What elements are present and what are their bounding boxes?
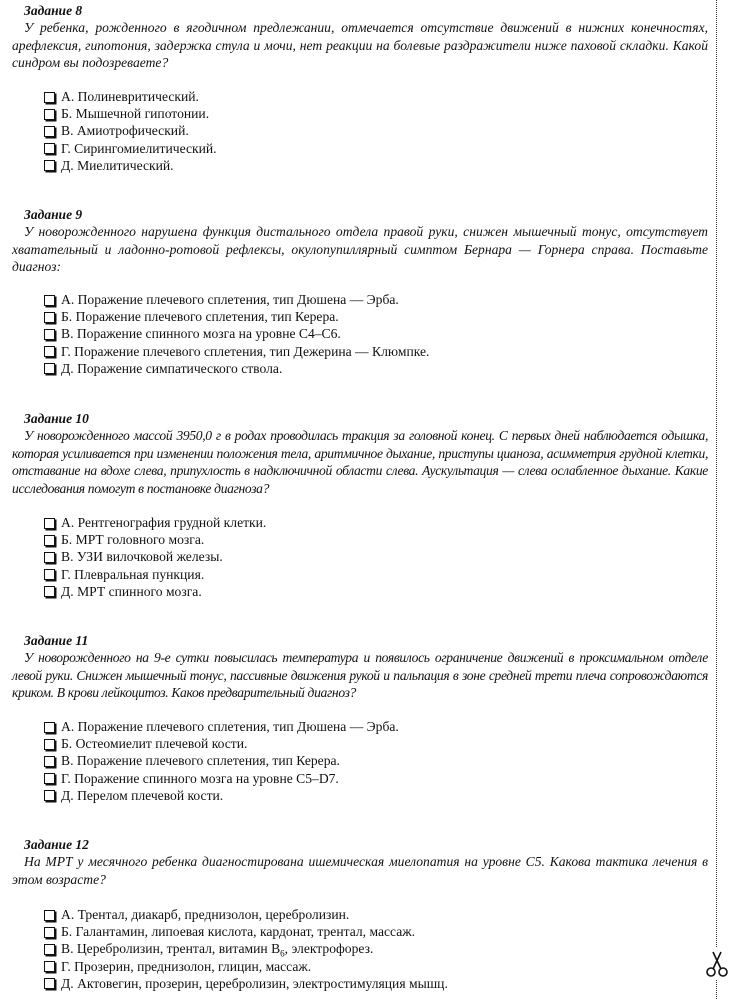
option-label: Г. Прозерин, преднизолон, глицин, массаж. — [61, 958, 312, 974]
checkbox-icon[interactable] — [44, 160, 55, 171]
answer-option[interactable] — [44, 88, 217, 105]
task-question: У ребенка, рожденного в ягодичном предлежании, отмечается отсутствие движений в нижних конечностях, арефлексия, гипотония, задержка стула и мочи, нет реакции на болевые раздражители ниже паховой складки. Какой синдром вы подозреваете? — [12, 20, 708, 71]
option-label: А. Рентгенография грудной клетки. — [61, 515, 267, 530]
checkbox-icon[interactable] — [44, 552, 55, 563]
option-label — [61, 940, 374, 960]
checkbox-icon[interactable] — [44, 961, 55, 972]
answer-option[interactable] — [44, 548, 266, 565]
task-12 — [12, 836, 708, 991]
option-label: В. Поражение плечевого сплетения, тип Керера. — [61, 753, 340, 769]
answer-option[interactable] — [44, 718, 399, 735]
answer-option[interactable] — [44, 531, 266, 548]
checkbox-icon[interactable] — [44, 92, 55, 103]
task-title: Задание 9 — [24, 207, 83, 222]
cut-line — [716, 0, 717, 999]
answer-option[interactable] — [44, 140, 217, 157]
checkbox-icon[interactable] — [44, 109, 55, 120]
answer-option[interactable] — [44, 923, 448, 940]
checkbox-icon[interactable] — [44, 329, 55, 340]
option-label: Д. МРТ спинного мозга. — [61, 583, 202, 599]
answer-option[interactable] — [44, 735, 399, 752]
option-label: А. Трентал, диакарб, преднизолон, церебролизин. — [61, 907, 350, 922]
checkbox-icon[interactable] — [44, 295, 55, 306]
checkbox-icon[interactable] — [44, 739, 55, 750]
option-label: В. Амиотрофический. — [61, 123, 189, 139]
answer-options — [44, 514, 266, 600]
option-label: А. Полиневритический. — [61, 89, 199, 104]
option-label: Б. Галантамин, липоевая кислота, кардонат, трентал, массаж. — [61, 924, 416, 940]
checkbox-icon[interactable] — [44, 756, 55, 767]
answer-options — [44, 88, 217, 174]
answer-options — [44, 291, 429, 377]
option-label: Б. Поражение плечевого сплетения, тип Керера. — [61, 309, 339, 325]
task-question: У новорожденного массой 3950,0 г в родах проводилась тракция за головной конец. С первых дней наблюдается одышка, которая усиливается при изменении положения тела, аритмичное дыхание, приступы цианоза, асимметрия грудной клетки, отставание на вдохе слева, припухлость в надключичной области слева. Аускультация — слева ослабленное дыхание. Какие исследования помогут в постановке диагноза? — [12, 428, 708, 496]
answer-option[interactable] — [44, 360, 429, 377]
answer-option[interactable] — [44, 906, 448, 923]
answer-options — [44, 718, 399, 804]
option-label: Д. Поражение симпатического ствола. — [61, 360, 283, 376]
answer-option[interactable] — [44, 122, 217, 139]
option-label: Б. Остеомиелит плечевой кости. — [61, 736, 248, 752]
answer-option[interactable] — [44, 157, 217, 174]
task-11 — [12, 632, 708, 803]
option-label: А. Поражение плечевого сплетения, тип Дюшена — Эрба. — [61, 292, 399, 307]
option-label: А. Поражение плечевого сплетения, тип Дюшена — Эрба. — [61, 719, 399, 734]
task-10 — [12, 410, 708, 599]
option-label: Б. МРТ головного мозга. — [61, 532, 205, 548]
checkbox-icon[interactable] — [44, 586, 55, 597]
option-label: Г. Сирингомиелитический. — [61, 140, 217, 156]
task-question: У новорожденного на 9-е сутки повысилась температура и появилось ограничение движений в проксимальном отделе левой руки. Снижен мышечный тонус, пассивные движения рукой и пальпация в зоне средней трети плеча сопровождаются криком. В крови лейкоцитоз. Каков предварительный диагноз? — [12, 650, 708, 701]
answer-option[interactable] — [44, 752, 399, 769]
checkbox-icon[interactable] — [44, 927, 55, 938]
answer-option[interactable] — [44, 291, 429, 308]
task-title: Задание 10 — [24, 411, 89, 426]
answer-option[interactable] — [44, 975, 448, 992]
task-8 — [12, 2, 708, 173]
checkbox-icon[interactable] — [44, 126, 55, 137]
task-title: Задание 11 — [24, 633, 89, 648]
option-label-text: , электрофорез. — [284, 941, 374, 957]
answer-options — [44, 906, 448, 992]
checkbox-icon[interactable] — [44, 518, 55, 529]
option-label-text: В. Церебролизин, трентал, витамин В — [61, 941, 281, 957]
answer-option[interactable] — [44, 325, 429, 342]
answer-option[interactable] — [44, 343, 429, 360]
answer-option[interactable] — [44, 958, 448, 975]
task-9 — [12, 206, 708, 376]
answer-option[interactable] — [44, 770, 399, 787]
checkbox-icon[interactable] — [44, 978, 55, 989]
task-title: Задание 12 — [24, 837, 89, 852]
checkbox-icon[interactable] — [44, 910, 55, 921]
option-label: В. Поражение спинного мозга на уровне С4–С6. — [61, 326, 341, 342]
option-label: Д. Миелитический. — [61, 157, 174, 173]
answer-option[interactable] — [44, 583, 266, 600]
answer-option[interactable] — [44, 514, 266, 531]
checkbox-icon[interactable] — [44, 346, 55, 357]
checkbox-icon[interactable] — [44, 569, 55, 580]
checkbox-icon[interactable] — [44, 722, 55, 733]
option-label: Д. Перелом плечевой кости. — [61, 787, 224, 803]
task-title: Задание 8 — [24, 3, 83, 18]
checkbox-icon[interactable] — [44, 312, 55, 323]
checkbox-icon[interactable] — [44, 535, 55, 546]
checkbox-icon[interactable] — [44, 944, 55, 955]
checkbox-icon[interactable] — [44, 143, 55, 154]
task-question: На МРТ у месячного ребенка диагностирована ишемическая миелопатия на уровне С5. Какова тактика лечения в этом возрасте? — [12, 854, 708, 887]
answer-option[interactable] — [44, 566, 266, 583]
option-label: Г. Поражение спинного мозга на уровне С5–D7. — [61, 770, 339, 786]
checkbox-icon[interactable] — [44, 790, 55, 801]
answer-option[interactable] — [44, 787, 399, 804]
task-question: У новорожденного нарушена функция дистального отдела правой руки, снижен мышечный тонус, отсутствует хватательный и ладонно-ротовой рефлексы, окулопупиллярный симптом Бернара — Горнера справа. Поставьте диагноз: — [12, 224, 708, 275]
option-label: Б. Мышечной гипотонии. — [61, 106, 210, 122]
answer-option[interactable] — [44, 105, 217, 122]
option-label: Г. Поражение плечевого сплетения, тип Дежерина — Клюмпке. — [61, 343, 430, 359]
option-label: Г. Плевральная пункция. — [61, 566, 205, 582]
option-label: Д. Актовегин, прозерин, церебролизин, электростимуляция мышц. — [61, 975, 448, 991]
checkbox-icon[interactable] — [44, 363, 55, 374]
answer-option[interactable] — [44, 940, 448, 960]
checkbox-icon[interactable] — [44, 773, 55, 784]
option-label: В. УЗИ вилочковой железы. — [61, 549, 223, 565]
answer-option[interactable] — [44, 308, 429, 325]
subscript: 6 — [280, 949, 285, 960]
scissors-icon — [704, 948, 730, 980]
